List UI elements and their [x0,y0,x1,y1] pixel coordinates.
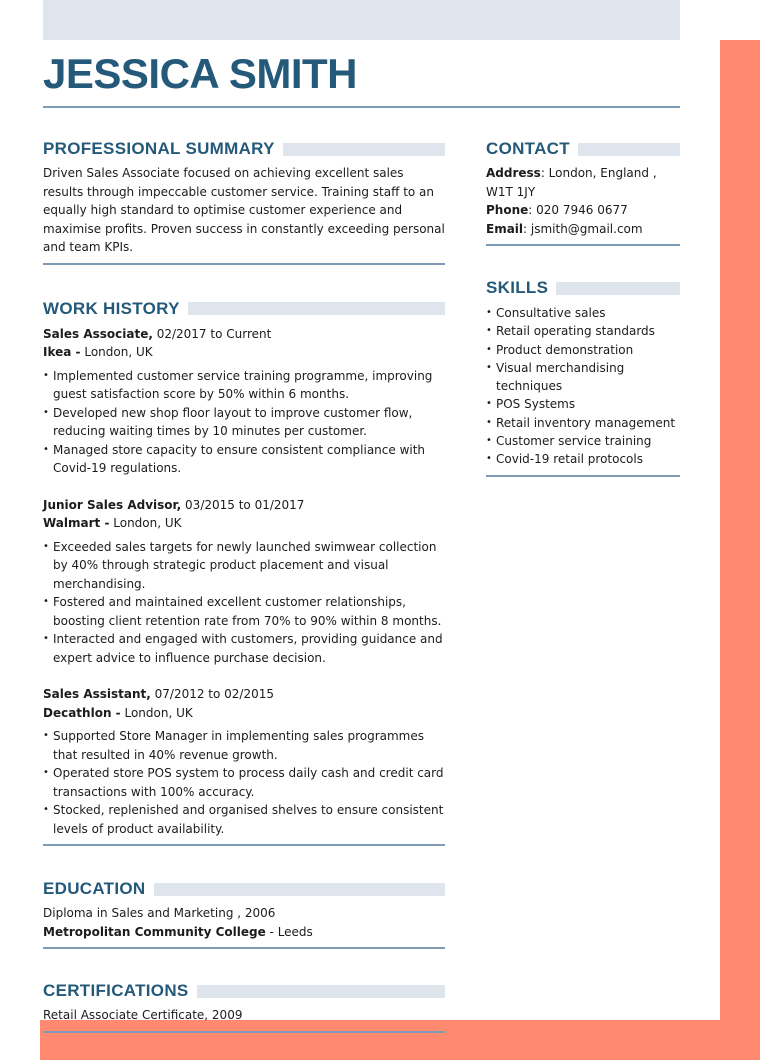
section-divider [43,947,445,949]
email-label: Email [486,221,524,236]
skill-item: • Consultative sales [486,304,680,322]
job-company: Walmart - [43,516,110,530]
skill-item: • Customer service training [486,432,680,450]
header-band [43,0,680,40]
list-item: • Implemented customer service training programme, improving guest satisfaction score by 50% within 6 months. [43,367,445,404]
phone-label: Phone [486,203,529,217]
section-divider [486,244,680,246]
list-item: • Stocked, replenished and organised shelves to ensure consistent levels of product availability. [43,801,445,838]
section-title: WORK HISTORY [43,298,180,318]
certifications-section [43,980,445,1033]
job-title-line [43,325,445,344]
job-dates: 07/2012 to 02/2015 [150,687,275,701]
skill-item: • Covid-19 retail protocols [486,450,680,468]
right-column [486,138,680,477]
job-role: Junior Sales Advisor, [43,497,182,512]
address-label: Address [486,166,541,180]
section-header-bar [154,883,446,896]
list-item: • Interacted and engaged with customers, providing guidance and expert advice to influence purchase decision. [43,630,445,667]
work-history-section [43,298,445,847]
list-item: • Managed store capacity to ensure consistent compliance with Covid-19 regulations. [43,441,445,478]
section-header [486,138,680,160]
skill-item: • Visual merchandising techniques [486,359,680,396]
left-column [43,138,445,1033]
job-employer-line [43,514,445,533]
list-item: • Fostered and maintained excellent customer relationships, boosting client retention rate from 70% to 90% within 8 months. [43,593,445,630]
job-entry [43,496,445,668]
contact-email [486,220,680,239]
job-title-line [43,496,445,515]
job-bullets [43,538,445,668]
job-role: Sales Assistant, [43,687,151,701]
job-employer-line [43,343,445,362]
section-header [486,277,680,299]
section-divider [43,844,445,846]
email-value: : jsmith@gmail.com [523,221,643,236]
section-header-bar [188,302,445,315]
section-header-bar [556,282,680,295]
job-dates: 03/2015 to 01/2017 [181,497,305,512]
summary-text: Driven Sales Associate focused on achieving excellent sales results through impeccable customer service. Training staff to an equally high standard to optimise customer experience and maximise profits. Proven success in constantly exceeding personal and team KPIs. [43,166,445,254]
contact-phone [486,201,680,220]
education-section [43,878,445,949]
list-item: • Operated store POS system to process daily cash and credit card transactions with 100% accuracy. [43,764,445,801]
section-header-bar [197,985,445,998]
section-divider [43,263,445,265]
skills-list [486,304,680,469]
skill-item: • Retail inventory management [486,414,680,432]
section-title: PROFESSIONAL SUMMARY [43,139,275,158]
job-company: Ikea - [43,345,81,359]
section-header [43,138,445,160]
list-item: • Exceeded sales targets for newly launched swimwear collection by 40% through strategic product placement and visual merchandising. [43,538,445,594]
job-location: London, UK [120,705,193,720]
section-header [43,980,445,1002]
job-employer-line [43,704,445,723]
section-title: CONTACT [486,139,570,158]
list-item: • Developed new shop floor layout to improve customer flow, reducing waiting times by 10 minutes per customer. [43,404,445,441]
skill-item: • Retail operating standards [486,322,680,340]
section-divider [486,475,680,477]
skills-section [486,277,680,477]
education-location: - Leeds [265,924,313,939]
job-role: Sales Associate, [43,326,153,341]
skill-item: • Product demonstration [486,341,680,359]
section-title: SKILLS [486,278,549,297]
job-location: London, UK [109,516,182,530]
phone-value: : 020 7946 0677 [528,203,628,217]
education-school: Metropolitan Community College [43,924,266,939]
name-divider [43,106,680,108]
section-divider [43,1031,445,1033]
job-bullets [43,367,445,478]
job-company: Decathlon - [43,705,121,720]
section-header [43,878,445,900]
job-entry [43,325,445,478]
section-title: EDUCATION [43,879,146,898]
job-entry [43,685,445,838]
job-title-line [43,685,445,704]
section-title: CERTIFICATIONS [43,981,189,1000]
education-degree: Diploma in Sales and Marketing , 2006 [43,906,276,920]
section-header [43,298,445,320]
job-bullets [43,727,445,838]
education-school-line [43,923,445,942]
certification-item: Retail Associate Certificate, 2009 [43,1008,243,1022]
section-header-bar [283,143,445,156]
accent-bar-right [720,40,760,1060]
contact-address [486,164,680,201]
section-header-bar [578,143,680,156]
candidate-name: JESSICA SMITH [43,50,357,97]
job-location: London, UK [80,345,153,359]
job-dates: 02/2017 to Current [152,326,272,341]
list-item: • Supported Store Manager in implementing sales programmes that resulted in 40% revenue growth. [43,727,445,764]
summary-section [43,138,445,265]
contact-section [486,138,680,246]
skill-item: • POS Systems [486,395,680,413]
address-value: : London, England , W1T 1JY [486,166,657,199]
